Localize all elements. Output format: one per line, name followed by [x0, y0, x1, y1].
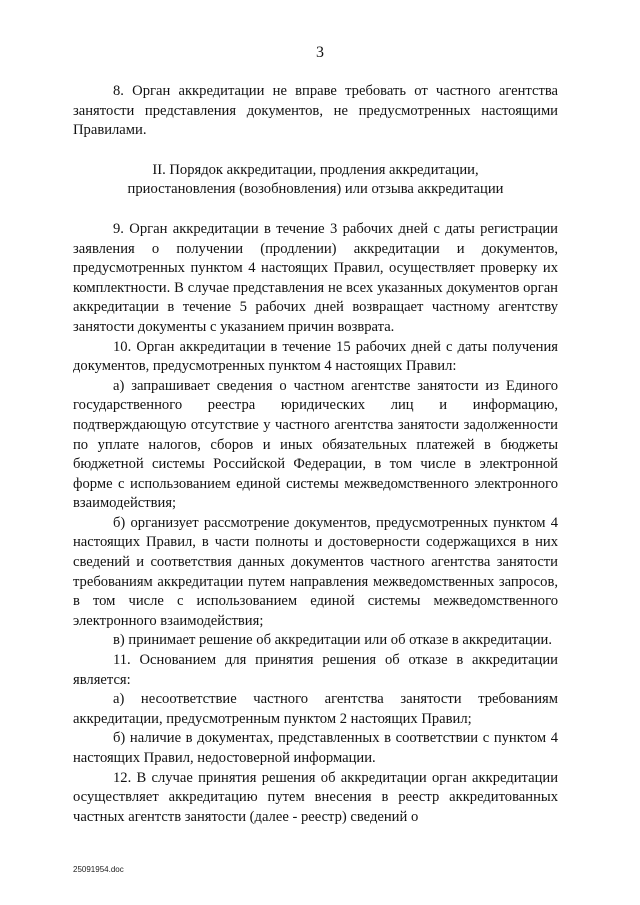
paragraph-11a: а) несоответствие частного агентства занятости требованиям аккредитации, предусмотренным пунктом 2 настоящих Правил;	[73, 691, 558, 727]
paragraph-12: 12. В случае принятия решения об аккредитации орган аккредитации осуществляет аккредитацию путем внесения в реестр аккредитованных частных агентств занятости (далее - реестр) сведений о	[73, 769, 558, 825]
page-number: 3	[316, 44, 324, 61]
paragraph-11: 11. Основанием для принятия решения об отказе в аккредитации является:	[73, 652, 558, 688]
section-heading	[73, 161, 558, 200]
paragraph-10c: в) принимает решение об аккредитации или об отказе в аккредитации.	[113, 632, 553, 649]
paragraph-8: 8. Орган аккредитации не вправе требовать от частного агентства занятости представления документов, не предусмотренных настоящими Правилами.	[73, 83, 558, 139]
section-heading-line-1: II. Порядок аккредитации, продления аккредитации,	[152, 161, 479, 178]
paragraph-10b: б) организует рассмотрение документов, предусмотренных пунктом 4 настоящих Правил, в части полноты и достоверности содержащихся в них сведений и соответствия данных документов частного агентства занятости требованиям аккредитации путем направления межведомственных запросов, в том числе с использованием единой системы межведомственного электронного взаимодействия;	[73, 514, 558, 629]
document-body	[73, 82, 558, 827]
paragraph-10: 10. Орган аккредитации в течение 15 рабочих дней с даты получения документов, предусмотренных пунктом 4 настоящих Правил:	[73, 338, 558, 375]
paragraph-11b: б) наличие в документах, представленных в соответствии с пунктом 4 настоящих Правил, недостоверной информации.	[73, 730, 558, 766]
file-name-footer: 25091954.doc	[73, 865, 124, 874]
paragraph-10a: а) запрашивает сведения о частном агентстве занятости из Единого государственного реестра юридических лиц и информацию, подтверждающую отсутствие у частного агентства занятости задолженности по уплате налогов, сборов и иных обязательных платежей в бюджеты бюджетной системы Российской Федерации, в том числе в электронной форме с использованием единой системы межведомственного электронного взаимодействия;	[73, 377, 558, 512]
section-heading-line-2: приостановления (возобновления) или отзыва аккредитации	[127, 181, 504, 198]
paragraph-9: 9. Орган аккредитации в течение 3 рабочих дней с даты регистрации заявления о получении (продлении) аккредитации и документов, предусмотренных пунктом 4 настоящих Правил, осуществляет проверку их комплектности. В случае представления не всех указанных документов орган аккредитации в течение 5 рабочих дней возвращает частному агентству занятости документы с указанием причин возврата.	[73, 220, 558, 335]
